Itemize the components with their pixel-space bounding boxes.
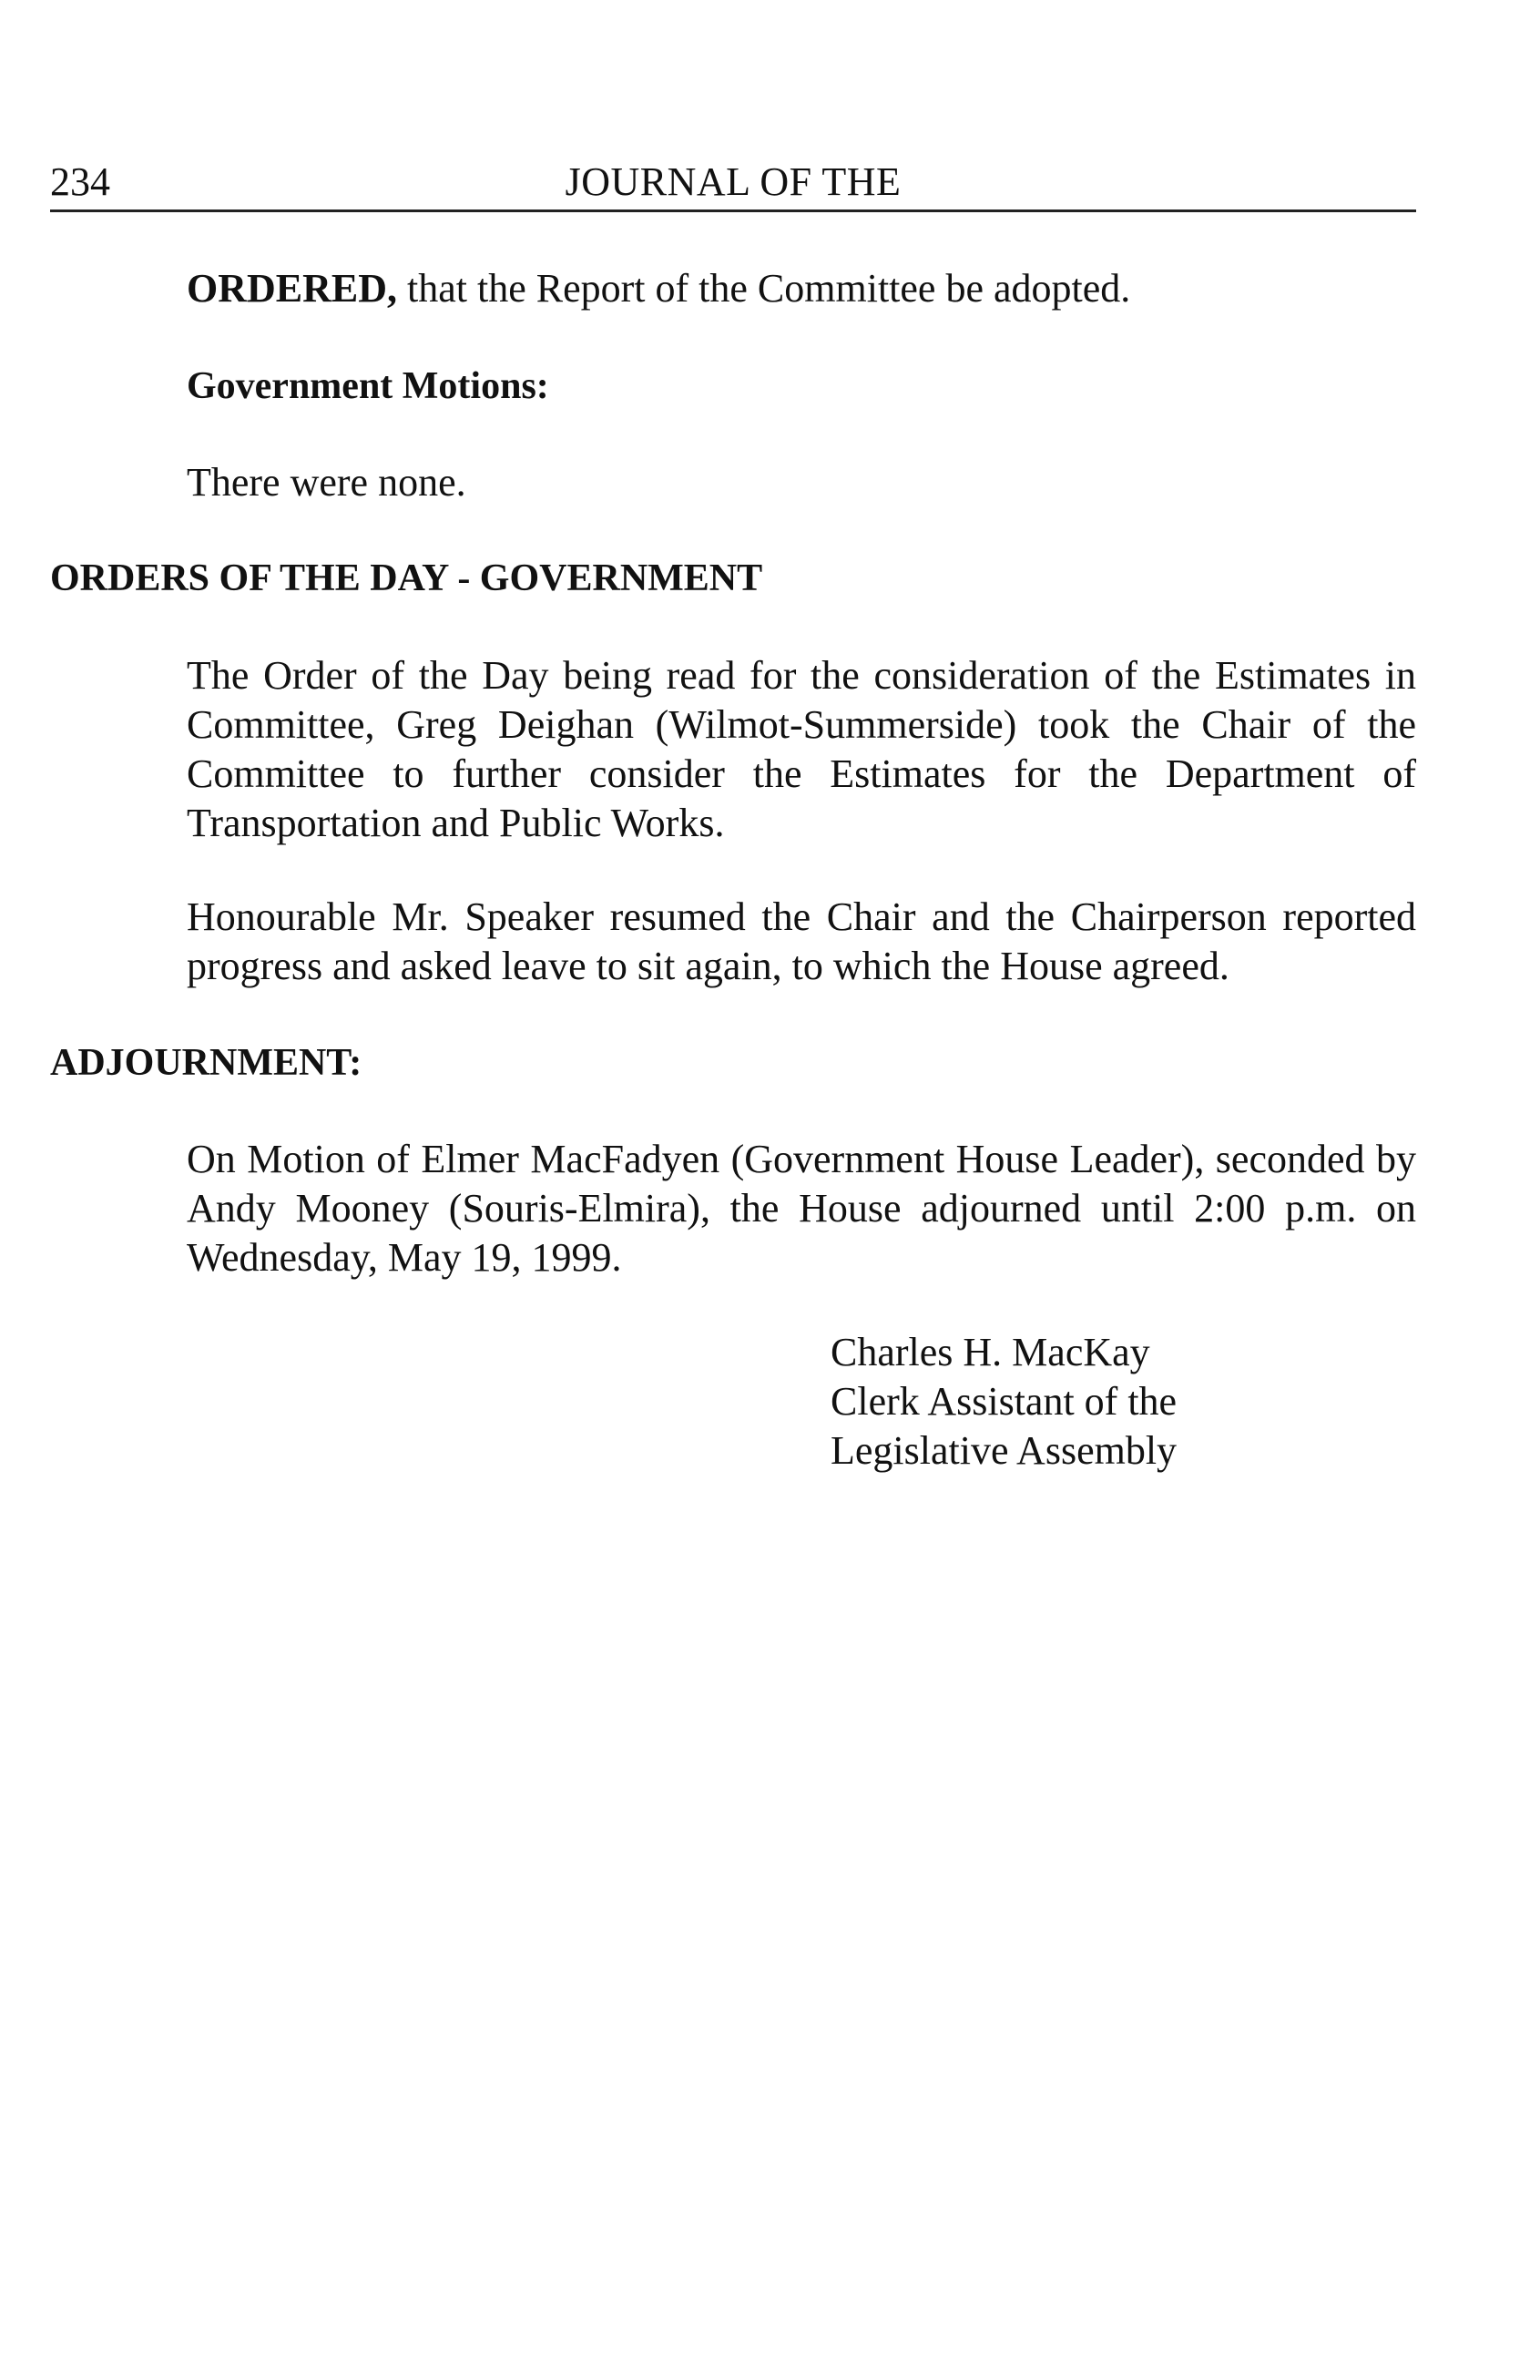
page-number: 234: [50, 159, 110, 204]
running-head: JOURNAL OF THE: [565, 159, 902, 204]
orders-p2-line-2: progress and asked leave to sit again, to which the House agreed.: [187, 944, 1229, 988]
orders-of-the-day-heading: ORDERS OF THE DAY - GOVERNMENT: [50, 557, 763, 599]
government-motions-text: There were none.: [187, 460, 466, 505]
orders-p1-line-3: Committee to further consider the Estimates for the Department of: [187, 751, 1416, 796]
orders-paragraph-2: [187, 893, 1416, 991]
ordered-lead: ORDERED,: [187, 266, 398, 311]
government-motions-heading: Government Motions:: [187, 365, 549, 407]
signature-title-line-1: Clerk Assistant of the: [831, 1379, 1178, 1424]
signature-name: Charles H. MacKay: [831, 1330, 1150, 1374]
ordered-text: that the Report of the Committee be adopted.: [397, 266, 1131, 311]
orders-p2-line-1: Honourable Mr. Speaker resumed the Chair and the Chairperson reported: [187, 894, 1416, 939]
signature-title-line-2: Legislative Assembly: [831, 1428, 1178, 1473]
adjournment-heading: ADJOURNMENT:: [50, 1042, 362, 1084]
adjournment-paragraph: [187, 1135, 1416, 1282]
page-header: [50, 157, 1416, 212]
adjournment-line-2: Andy Mooney (Souris-Elmira), the House adjourned until 2:00 p.m. on: [187, 1186, 1416, 1231]
orders-p1-line-2: Committee, Greg Deighan (Wilmot-Summerside) took the Chair of the: [187, 702, 1416, 747]
adjournment-line-3: Wednesday, May 19, 1999.: [187, 1235, 622, 1280]
orders-paragraph-1: [187, 651, 1416, 848]
ordered-line: [187, 264, 1130, 313]
signature-block: [831, 1328, 1177, 1476]
orders-p1-line-4: Transportation and Public Works.: [187, 801, 725, 845]
orders-p1-line-1: The Order of the Day being read for the consideration of the Estimates in: [187, 653, 1416, 698]
adjournment-line-1: On Motion of Elmer MacFadyen (Government House Leader), seconded by: [187, 1137, 1416, 1181]
